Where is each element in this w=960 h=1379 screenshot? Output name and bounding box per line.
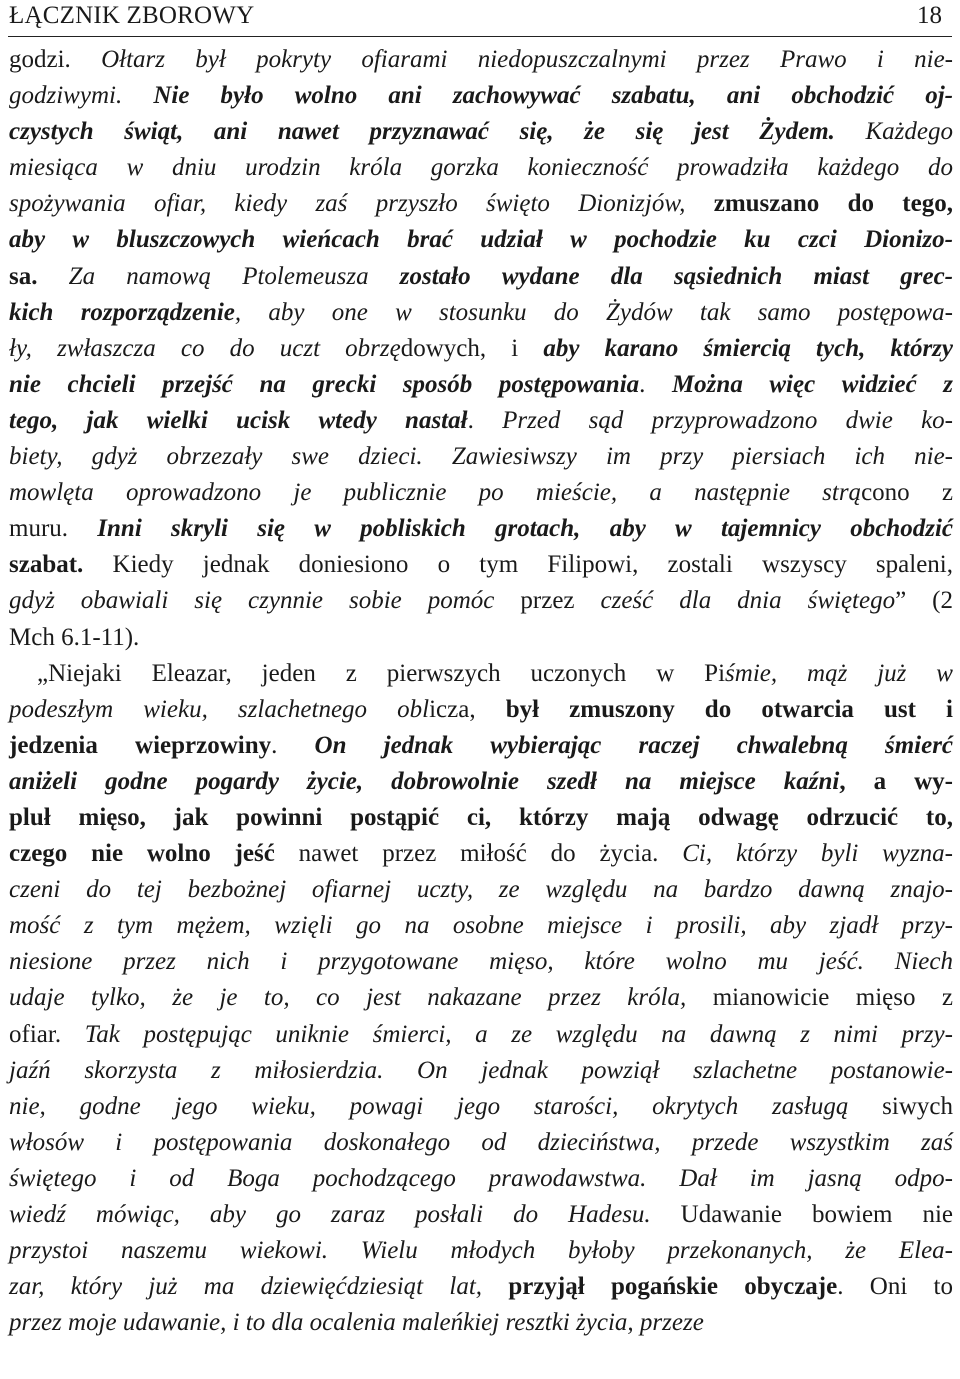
text-line [9, 150, 953, 186]
text-run: tego, jak wielki ucisk wtedy nastał [9, 406, 468, 434]
text-line [9, 728, 953, 764]
text-run: świętego i od Boga pochodzącego prawodawstwa. Dał im jasną odpo- [9, 1164, 953, 1192]
text-line [9, 836, 953, 872]
text-line [9, 547, 953, 583]
text-run: nawet przez miłość do życia. [274, 840, 683, 868]
text-run: Tak postępując uniknie śmierci, a ze względu na dawną z nimi przy- [84, 1020, 953, 1048]
text-run: zostało wydane dla sąsiednich miast grec- [399, 262, 953, 290]
text-run: . [467, 406, 503, 434]
text-run: mość z tym mężem, wzięli go na osobne miejsce i prosili, aby zjadł przy- [9, 912, 953, 940]
text-line [9, 439, 953, 475]
text-line [9, 186, 953, 222]
page-number: 18 [917, 2, 942, 29]
text-run: kich rozporządzenie [9, 298, 235, 326]
text-run: miesiąca w dniu urodzin króla gorzka konieczność prowadziła każdego do [9, 154, 953, 182]
text-run: Można więc widzieć z [671, 370, 953, 398]
text-run: gdyż obawiali się czynnie sobie pomóc [9, 587, 521, 615]
text-run: przez [520, 587, 601, 615]
text-run: włosów i postępowania doskonałego od dzieciństwa, przede wszystkim zaś [9, 1128, 953, 1156]
text-line [9, 656, 953, 692]
text-run: dowych, i [400, 334, 544, 362]
text-run: . Oni to [837, 1273, 953, 1301]
text-run: Mch 6.1-11). [9, 623, 140, 651]
text-run: przystoi naszemu wiekowi. [9, 1237, 361, 1265]
text-line [9, 1269, 953, 1305]
body-text [9, 42, 953, 1341]
text-run: Inni skryli się w pobliskich grotach, aby w tajemnicy obchodzić [97, 515, 953, 543]
text-run: niesione przez nich i przygotowane mięso, które wolno mu jeść. [9, 948, 895, 976]
text-line [9, 1089, 953, 1125]
text-run: icza, [429, 695, 506, 723]
text-run: , aby one w stosunku do Żydów tak samo postępowa- [234, 298, 954, 326]
text-run: przez moje udawanie, i to dla ocalenia maleńkiej resztki życia, przeze [9, 1309, 704, 1337]
text-run: pluł mięso, jak powinni postąpić ci, którzy mają odwagę odrzucić to, [9, 803, 953, 831]
document-page [8, 0, 952, 1379]
text-run: zmuszano do tego, [713, 190, 953, 218]
text-line [9, 511, 953, 547]
text-run: . [271, 731, 315, 759]
text-run: nie, godne jego wieku, powagi jego starości, okrytych zasługą [9, 1092, 883, 1120]
text-line [9, 1305, 953, 1341]
text-run: był zmuszony do otwarcia ust i [505, 695, 953, 723]
text-run: Niech [894, 948, 953, 976]
text-line [9, 295, 953, 331]
text-run: „Niejaki Eleazar, jeden z pierwszych uczonych w Pi [37, 659, 726, 687]
text-run: On jednak powziął szlachetne postanowie- [417, 1056, 953, 1084]
text-run: przyjął pogańskie obyczaje [508, 1273, 838, 1301]
text-line [9, 1017, 953, 1053]
text-run: aby w bluszczowych wieńcach brać udział w pochodzie ku czci Dionizo- [9, 226, 953, 254]
text-run: , a wy- [839, 767, 953, 795]
text-run: jedzenia wieprzowiny [9, 731, 272, 759]
text-run: ły, zwłaszcza co do uczt obrzę [9, 334, 401, 362]
text-run: . [639, 370, 672, 398]
text-run: udaje tylko, że je to, co jest nakazane przez króla, [9, 984, 713, 1012]
text-run: szabat. [9, 551, 84, 579]
text-line [9, 620, 953, 656]
text-run: muru. [9, 515, 98, 543]
text-line [9, 1125, 953, 1161]
text-run: zar, który już ma dziewięćdziesiąt lat, [9, 1273, 509, 1301]
text-line [9, 944, 953, 980]
text-line [9, 367, 953, 403]
text-line [9, 583, 953, 619]
text-run: biety, gdyż obrzezały swe dzieci. [9, 443, 452, 471]
text-run: cześć dla dnia świętego [600, 587, 896, 615]
text-line [9, 78, 953, 114]
text-run: wiedź mówiąc, aby go zaraz posłali do Hadesu. [9, 1201, 681, 1228]
text-run: czego nie wolno jeść [9, 840, 275, 868]
text-run: Kiedy jednak doniesiono o tym Filipowi, zostali wszyscy spaleni, [83, 551, 953, 579]
text-run: czeni do tej bezbożnej ofiarnej uczty, ze względu na bardzo dawną znajo- [9, 876, 953, 904]
text-line [9, 800, 953, 836]
text-run: godziwymi. [9, 82, 154, 110]
text-line [9, 1197, 953, 1233]
text-run: On jednak wybierając raczej chwalebną śmierć [314, 731, 954, 759]
text-run: Za namową Ptolemeusza [37, 262, 400, 290]
text-line [9, 331, 953, 367]
text-line [9, 1233, 953, 1269]
text-line [9, 114, 953, 150]
text-run: Wielu młodych byłoby przekonanych, że Elea- [360, 1237, 953, 1265]
text-run: aniżeli godne pogardy życie, dobrowolnie szedł na miejsce kaźni [9, 767, 840, 795]
running-title: ŁĄCZNIK ZBOROWY [9, 2, 255, 29]
text-run: siwych [882, 1092, 953, 1120]
text-run: mowlęta oprowadzono je publicznie po mieście, a następnie strą [9, 479, 862, 507]
page-header [8, 0, 952, 37]
text-line [9, 1053, 953, 1089]
text-run: sa. [9, 262, 38, 290]
text-run: mianowicie mięso z [712, 984, 953, 1012]
text-line [9, 475, 953, 511]
text-line [9, 259, 953, 295]
text-run: Ołtarz był pokryty ofiarami niedopuszczalnymi przez Prawo i nie- [101, 46, 953, 73]
text-run: Zawiesiwszy im przy piersiach ich nie- [451, 443, 954, 471]
text-run: jaźń skorzysta z miłosierdzia. [9, 1056, 418, 1084]
text-run: Ci, którzy byli wyzna- [682, 840, 953, 868]
text-run: spożywania ofiar, kiedy zaś przyszło święto Dionizjów, [9, 190, 714, 218]
text-run: aby karano śmiercią tych, którzy [543, 334, 954, 362]
text-run: cono z [861, 479, 953, 507]
text-line [9, 980, 953, 1016]
text-line [9, 42, 953, 78]
text-run: czystych świąt, ani nawet przyznawać się, że się jest Żydem. [9, 118, 835, 146]
text-run: Udawanie bowiem nie [680, 1201, 953, 1228]
text-run: nie chcieli przejść na grecki sposób postępowania [9, 370, 640, 398]
text-line [9, 872, 953, 908]
text-line [9, 764, 953, 800]
text-run: Przed sąd przyprowadzono dwie ko- [502, 406, 954, 434]
text-line [9, 222, 953, 258]
text-line [9, 692, 953, 728]
text-run: Nie było wolno ani zachowywać szabatu, ani obchodzić oj- [153, 82, 954, 110]
text-line [9, 1161, 953, 1197]
text-run: podeszłym wieku, szlachetnego obl [9, 695, 430, 723]
text-run: śmie, mąż już w [725, 659, 953, 687]
text-line [9, 403, 953, 439]
text-run: ofiar. [9, 1020, 85, 1048]
text-run: godzi. [9, 46, 102, 73]
text-run: Każdego [834, 118, 953, 146]
text-run: ” (2 [895, 587, 953, 615]
text-line [9, 908, 953, 944]
